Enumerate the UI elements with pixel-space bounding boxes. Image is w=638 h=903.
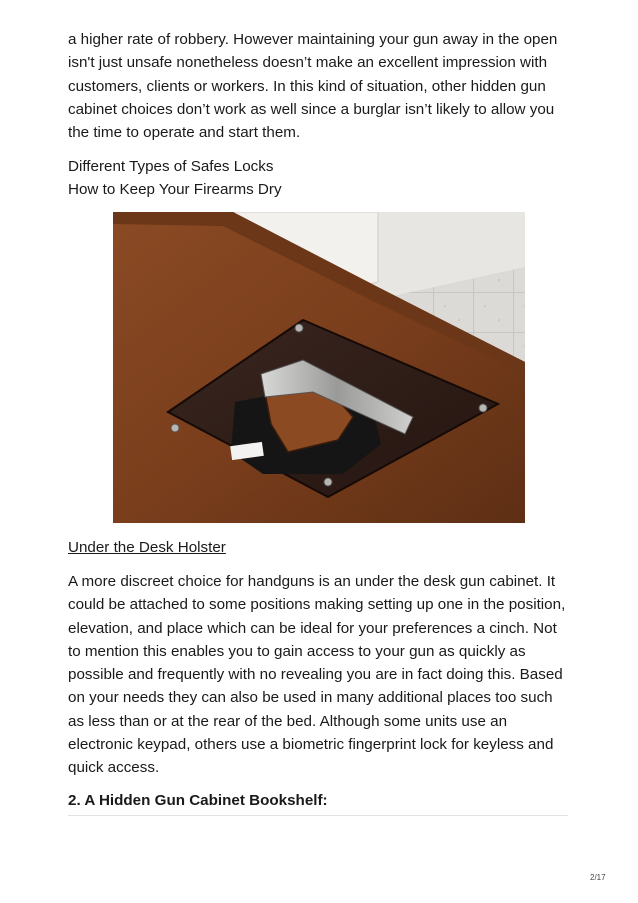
intro-paragraph: a higher rate of robbery. However maintaining your gun away in the open isn't just unsafe nonetheless doesn’t make an excellent impression with customers, clients or workers. In this kind of situation, other hidden gun cabinet choices don’t work as well since a burglar isn’t likely to allow you the time to operate and start them.: [68, 31, 558, 142]
under-desk-holster-photo: [113, 212, 525, 523]
related-links: [68, 155, 282, 202]
section-divider: [68, 815, 568, 816]
image-caption-link[interactable]: Under the Desk Holster: [68, 539, 226, 556]
section-heading: 2. A Hidden Gun Cabinet Bookshelf:: [68, 792, 328, 809]
page-number: 2/17: [590, 873, 606, 882]
body-paragraph: A more discreet choice for handguns is an under the desk gun cabinet. It could be attached to some positions making setting up one in the position, elevation, and place which can be ideal for your preferences a cinch. Not to mention this enables you to gain access to your gun as quickly as possible and frequently with no revealing you are in fact doing this. Based on your needs they can also be used in many additional places too such as less than or at the rear of the bed. Although some units use an electronic keypad, others use a biometric fingerprint lock for keyless and quick access.: [68, 573, 566, 777]
related-link-safe-locks[interactable]: Different Types of Safes Locks: [68, 158, 274, 175]
related-link-keep-firearms-dry[interactable]: How to Keep Your Firearms Dry: [68, 181, 282, 199]
